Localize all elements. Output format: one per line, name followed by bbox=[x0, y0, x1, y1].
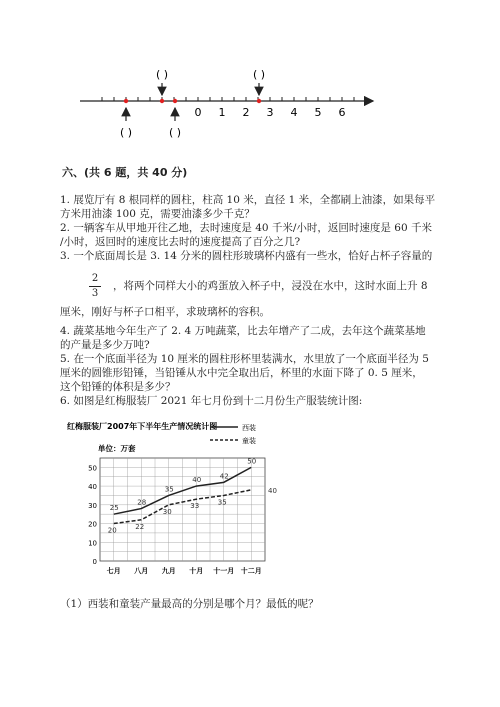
x-tick-label: 七月 bbox=[106, 567, 121, 575]
problem-4-line-1: 4. 蔬菜基地今年生产了 2. 4 万吨蔬菜，比去年增产了二成，去年这个蔬菜基地 bbox=[60, 325, 426, 337]
number-line-ticks bbox=[102, 97, 354, 119]
garment-production-chart bbox=[60, 415, 280, 585]
fraction-denominator: 3 bbox=[91, 288, 99, 299]
data-label: 35 bbox=[217, 498, 227, 507]
problem-2-line-1: 2. 一辆客车从甲地开往乙地，去时速度是 40 千米/小时，返回时速度是 60 千米 bbox=[60, 222, 432, 234]
point-c bbox=[173, 99, 177, 103]
data-label: 30 bbox=[162, 507, 172, 516]
point-a bbox=[124, 99, 128, 103]
problem-3-line-3: 厘米，刚好与杯子口相平，求玻璃杯的容积。 bbox=[60, 306, 270, 318]
x-tick-label: 八月 bbox=[134, 567, 149, 575]
point-b bbox=[160, 99, 164, 103]
legend-label-suits: 西装 bbox=[242, 424, 256, 432]
chart-unit-label: 单位：万套 bbox=[98, 444, 136, 453]
data-label: 33 bbox=[190, 502, 200, 511]
tick-label-2: 2 bbox=[242, 106, 250, 119]
chart-y-ticks bbox=[88, 464, 97, 566]
problem-1-line-2: 方米用油漆 100 克，需要油漆多少千克？ bbox=[60, 208, 255, 220]
data-label: 40 bbox=[192, 476, 202, 485]
paren-top-1: ( ) bbox=[155, 68, 169, 81]
paren-bottom-2: ( ) bbox=[168, 126, 182, 139]
problem-2-line-2: /小时，返回时的速度比去时的速度提高了百分之几? bbox=[60, 236, 301, 248]
paren-bottom-1: ( ) bbox=[119, 126, 133, 139]
data-label: 42 bbox=[219, 472, 229, 481]
paren-top-2: ( ) bbox=[252, 68, 266, 81]
data-label: 50 bbox=[247, 457, 257, 466]
x-tick-label: 九月 bbox=[161, 567, 176, 575]
chart-legend bbox=[210, 423, 256, 445]
fraction-numerator: 2 bbox=[91, 273, 99, 284]
number-line-figure bbox=[0, 0, 500, 150]
point-d bbox=[257, 99, 261, 103]
problem-3-line-2: ，将两个同样大小的鸡蛋放入杯子中，浸没在水中，这时水面上升 8 bbox=[113, 280, 428, 292]
tick-label-1: 1 bbox=[218, 106, 226, 119]
data-label: 22 bbox=[135, 522, 145, 531]
chart-series bbox=[108, 457, 277, 534]
tick-label-3: 3 bbox=[266, 106, 274, 119]
problem-5-line-1: 5. 在一个底面半径为 10 厘米的圆柱形杯里装满水，水里放了一个底面半径为 5 bbox=[60, 353, 429, 365]
section-title: 六、(共 6 题，共 40 分) bbox=[62, 166, 188, 179]
x-tick-label: 十月 bbox=[189, 567, 204, 575]
tick-label-0: 0 bbox=[194, 106, 202, 119]
problem-5-line-2: 厘米的圆锥形铅锤，当铅锤从水中完全取出后，杯里的水面下降了 0. 5 厘米， bbox=[60, 367, 423, 379]
y-tick-label: 0 bbox=[92, 558, 97, 566]
y-tick-label: 40 bbox=[88, 483, 97, 492]
data-label: 25 bbox=[109, 504, 119, 513]
data-label: 40 bbox=[268, 486, 277, 495]
fraction-two-thirds bbox=[89, 273, 101, 300]
chart-x-ticks bbox=[107, 566, 262, 575]
tick-label-5: 5 bbox=[314, 106, 322, 119]
y-tick-label: 10 bbox=[88, 539, 97, 548]
number-line-arrows bbox=[126, 83, 259, 121]
problem-3-line-1: 3. 一个底面周长是 3. 14 分米的圆柱形玻璃杯内盛有一些水，恰好占杯子容量的 bbox=[60, 250, 433, 262]
data-label: 35 bbox=[164, 485, 174, 494]
problem-5-line-3: 这个铅锤的体积是多少？ bbox=[60, 381, 176, 393]
problem-4-line-2: 的产量是多少万吨? bbox=[60, 339, 150, 351]
y-tick-label: 20 bbox=[88, 520, 97, 529]
problem-1-line-1: 1. 展览厅有 8 根同样的圆柱，柱高 10 米，直径 1 米，全都刷上油漆，如果每平 bbox=[60, 194, 436, 206]
y-tick-label: 30 bbox=[88, 501, 97, 510]
question-1: （1）西装和童装产量最高的分别是哪个月？最低的呢？ bbox=[60, 598, 319, 610]
data-label: 28 bbox=[137, 498, 147, 507]
problem-6-line-1: 6. 如图是红梅服装厂 2021 年七月份到十二月份生产服装统计图: bbox=[60, 395, 363, 407]
legend-label-kids: 童装 bbox=[242, 437, 256, 445]
x-tick-label: 十一月 bbox=[213, 567, 235, 575]
tick-label-6: 6 bbox=[338, 106, 346, 119]
chart-title: 红梅服装厂2007年下半年生产情况统计图 bbox=[67, 422, 218, 431]
tick-label-4: 4 bbox=[290, 106, 298, 119]
y-tick-label: 50 bbox=[88, 464, 97, 473]
x-tick-label: 十二月 bbox=[240, 567, 262, 575]
data-label: 20 bbox=[107, 526, 117, 535]
